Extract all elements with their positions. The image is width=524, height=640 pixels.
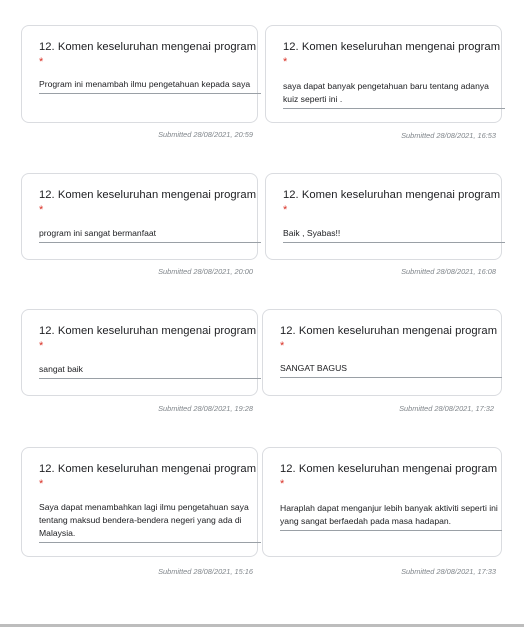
question-title: 12. Komen keseluruhan mengenai program [39,325,257,337]
response-answer: Program ini menambah ilmu pengetahuan kepada saya [39,78,261,94]
required-asterisk: * [283,204,288,216]
response-answer: program ini sangat bermanfaat [39,227,261,243]
submitted-timestamp: Submitted 28/08/2021, 17:32 [399,404,494,413]
submitted-timestamp: Submitted 28/08/2021, 20:59 [158,130,253,139]
submitted-timestamp: Submitted 28/08/2021, 16:08 [401,267,496,276]
response-card [265,25,502,123]
required-asterisk: * [39,340,44,352]
question-title: 12. Komen keseluruhan mengenai program [39,189,257,201]
question-title: 12. Komen keseluruhan mengenai program [280,463,498,475]
response-card [262,309,502,396]
submitted-timestamp: Submitted 28/08/2021, 20:00 [158,267,253,276]
submitted-timestamp: Submitted 28/08/2021, 15:16 [158,567,253,576]
page-bottom-divider [0,624,524,627]
required-asterisk: * [39,56,44,68]
required-asterisk: * [39,478,44,490]
required-asterisk: * [39,204,44,216]
response-card [21,25,258,123]
required-asterisk: * [280,340,285,352]
response-answer: Haraplah dapat menganjur lebih banyak aktiviti seperti ini yang sangat berfaedah pada masa hadapan. [280,502,502,531]
submitted-timestamp: Submitted 28/08/2021, 17:33 [401,567,496,576]
response-answer: Baik , Syabas!! [283,227,505,243]
response-answer: Saya dapat menambahkan lagi ilmu pengetahuan saya tentang maksud bendera-bendera negeri yang ada di Malaysia. [39,501,261,543]
required-asterisk: * [283,56,288,68]
response-answer: saya dapat banyak pengetahuan baru tentang adanya kuiz seperti ini . [283,80,505,109]
question-title: 12. Komen keseluruhan mengenai program [39,41,257,53]
question-title: 12. Komen keseluruhan mengenai program [39,463,257,475]
question-title: 12. Komen keseluruhan mengenai program [283,189,501,201]
submitted-timestamp: Submitted 28/08/2021, 19:28 [158,404,253,413]
response-card [262,447,502,557]
response-card [265,173,502,260]
submitted-timestamp: Submitted 28/08/2021, 16:53 [401,131,496,140]
response-answer: sangat baik [39,363,261,379]
required-asterisk: * [280,478,285,490]
question-title: 12. Komen keseluruhan mengenai program [280,325,498,337]
response-card [21,447,258,557]
question-title: 12. Komen keseluruhan mengenai program [283,41,501,53]
response-card [21,173,258,260]
response-card [21,309,258,396]
response-answer: SANGAT BAGUS [280,362,502,378]
